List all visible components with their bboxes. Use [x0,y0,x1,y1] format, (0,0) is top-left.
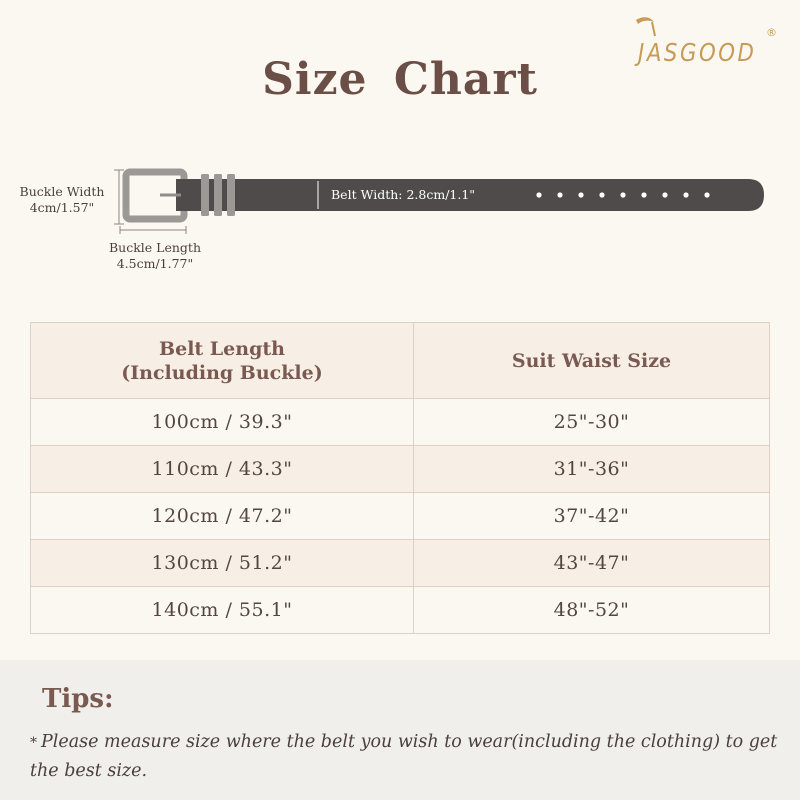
table-row [31,446,770,493]
buckle-length-title: Buckle Length [108,240,201,255]
cell-belt-length: 110cm / 43.3" [31,446,414,493]
cell-waist-size: 43"-47" [414,540,770,587]
tips-text: Please measure size where the belt you wish to wear(including the clothing) to get the best size. [30,732,778,781]
brand-name: JASGOOD [638,38,757,67]
cell-belt-length: 130cm / 51.2" [31,540,414,587]
table-header-row [31,323,770,399]
cell-waist-size: 37"-42" [414,493,770,540]
belt-width-label: Belt Width: 2.8cm/1.1" [331,187,476,202]
cell-waist-size: 31"-36" [414,446,770,493]
belt-diagram [0,160,800,280]
header-belt-length [31,323,414,399]
cell-waist-size: 25"-30" [414,399,770,446]
table-row [31,540,770,587]
cell-belt-length: 100cm / 39.3" [31,399,414,446]
buckle-width-label [10,184,114,216]
cell-belt-length: 120cm / 47.2" [31,493,414,540]
header-waist-size: Suit Waist Size [414,323,770,399]
registered-mark: ® [766,26,777,39]
buckle-width-value: 4cm/1.57" [29,200,95,215]
size-table [30,322,770,634]
tips-section [0,660,800,800]
buckle-width-title: Buckle Width [19,184,105,199]
header-belt-length-line2: (Including Buckle) [121,361,323,384]
buckle-length-label [96,240,214,272]
cell-waist-size: 48"-52" [414,587,770,634]
table-row [31,587,770,634]
buckle-length-measure [120,226,186,234]
cell-belt-length: 140cm / 55.1" [31,587,414,634]
belt-keepers [201,174,235,216]
buckle-length-value: 4.5cm/1.77" [116,256,194,271]
tips-title: Tips: [42,684,114,714]
table-row [31,399,770,446]
header-belt-length-line1: Belt Length [159,337,285,360]
table-row [31,493,770,540]
tips-bullet: * [30,735,37,751]
page-title: Size Chart [262,54,538,105]
tips-text-block [30,728,790,785]
belt-buckle [126,172,188,219]
